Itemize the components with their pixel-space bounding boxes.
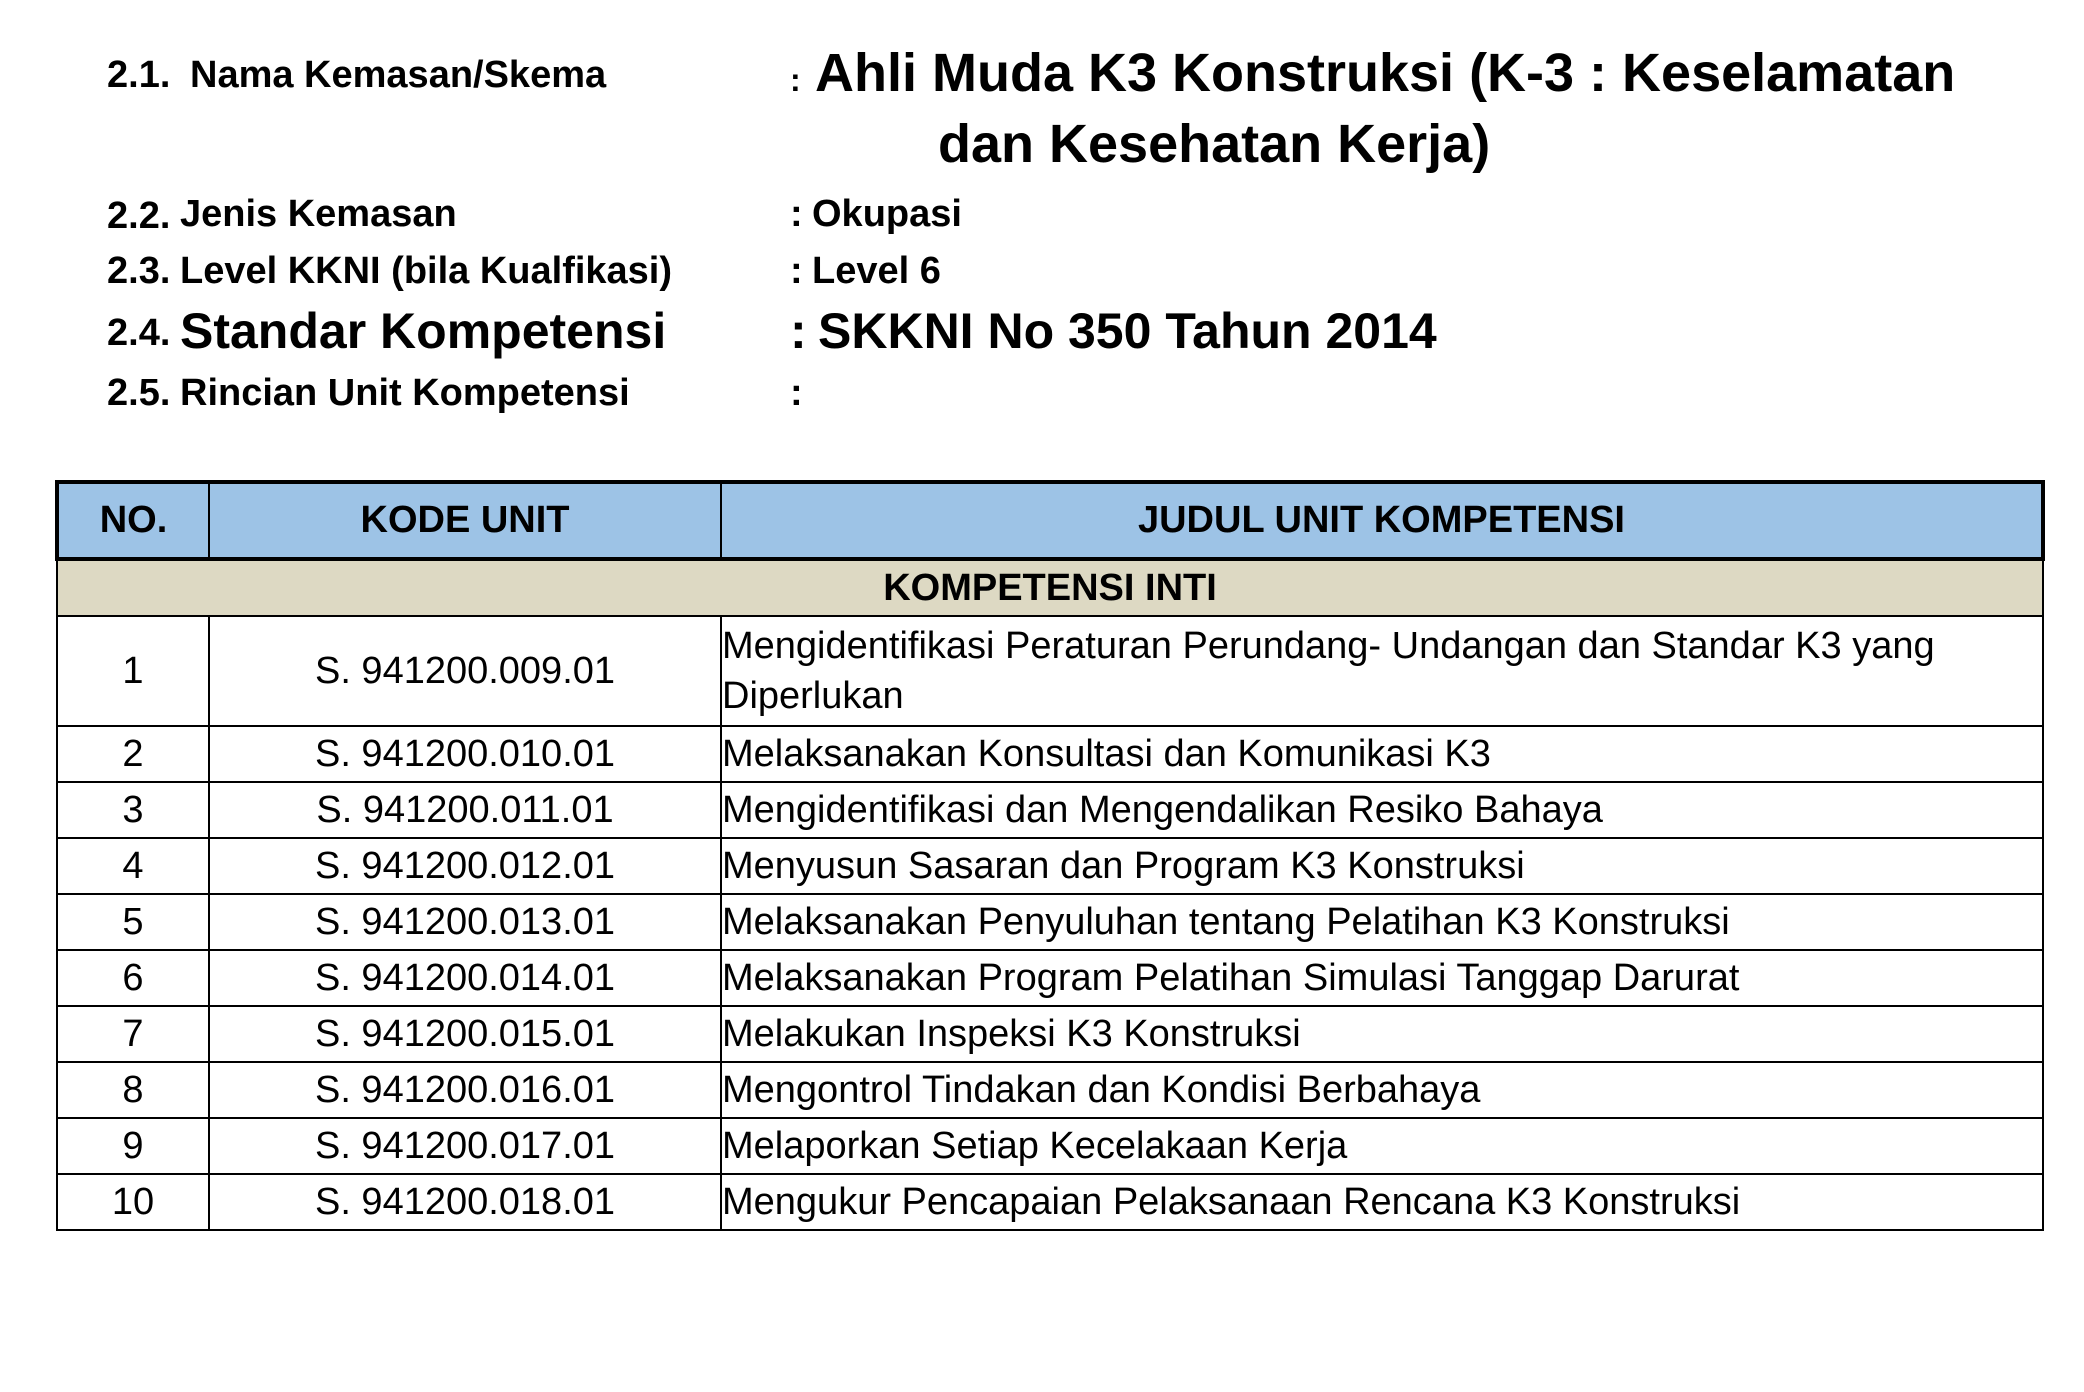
- info-label: Jenis Kemasan: [180, 193, 457, 235]
- info-colon: :: [790, 62, 801, 98]
- cell-code: S. 941200.015.01: [209, 1006, 721, 1062]
- cell-no: 10: [57, 1174, 209, 1230]
- cell-title: Melaksanakan Penyuluhan tentang Pelatihan K3 Konstruksi: [721, 894, 2043, 950]
- info-colon: :: [790, 303, 807, 359]
- info-colon: :: [790, 372, 803, 414]
- info-label: Level KKNI (bila Kualfikasi): [180, 250, 673, 292]
- section-label: KOMPETENSI INTI: [57, 559, 2043, 616]
- cell-code: S. 941200.017.01: [209, 1118, 721, 1174]
- info-number: 2.3.: [107, 250, 171, 292]
- cell-code: S. 941200.018.01: [209, 1174, 721, 1230]
- info-value: Ahli Muda K3 Konstruksi (K-3 : Keselamatan: [815, 43, 1956, 103]
- cell-no: 5: [57, 894, 209, 950]
- table-header-row: [57, 482, 2043, 559]
- cell-no: 2: [57, 726, 209, 782]
- cell-code: S. 941200.011.01: [209, 782, 721, 838]
- cell-no: 9: [57, 1118, 209, 1174]
- cell-no: 8: [57, 1062, 209, 1118]
- cell-title: Melaksanakan Program Pelatihan Simulasi Tanggap Darurat: [721, 950, 2043, 1006]
- info-value: Level 6: [812, 250, 941, 292]
- header-title: JUDUL UNIT KOMPETENSI: [721, 482, 2043, 559]
- info-label: Nama Kemasan/Skema: [190, 54, 607, 96]
- table-row: [57, 838, 2043, 894]
- info-label: Rincian Unit Kompetensi: [180, 372, 630, 414]
- unit-table: [55, 480, 2045, 1231]
- cell-title: Mengontrol Tindakan dan Kondisi Berbahaya: [721, 1062, 2043, 1118]
- info-value: SKKNI No 350 Tahun 2014: [818, 303, 1437, 359]
- cell-title: Melaporkan Setiap Kecelakaan Kerja: [721, 1118, 2043, 1174]
- cell-code: S. 941200.013.01: [209, 894, 721, 950]
- info-value: Okupasi: [812, 193, 962, 235]
- cell-title: Melakukan Inspeksi K3 Konstruksi: [721, 1006, 2043, 1062]
- table-row: [57, 1174, 2043, 1230]
- table-row: [57, 1118, 2043, 1174]
- cell-title: Menyusun Sasaran dan Program K3 Konstruksi: [721, 838, 2043, 894]
- cell-title: Mengukur Pencapaian Pelaksanaan Rencana K3 Konstruksi: [721, 1174, 2043, 1230]
- cell-code: S. 941200.010.01: [209, 726, 721, 782]
- cell-code: S. 941200.016.01: [209, 1062, 721, 1118]
- table-row: [57, 1006, 2043, 1062]
- cell-code: S. 941200.012.01: [209, 838, 721, 894]
- info-number: 2.2.: [107, 195, 171, 237]
- cell-no: 1: [57, 616, 209, 726]
- table-row: [57, 782, 2043, 838]
- header-code: KODE UNIT: [209, 482, 721, 559]
- header-no: NO.: [57, 482, 209, 559]
- table-row: [57, 1062, 2043, 1118]
- cell-code: S. 941200.014.01: [209, 950, 721, 1006]
- cell-no: 3: [57, 782, 209, 838]
- info-value-continued: dan Kesehatan Kerja): [938, 114, 1491, 174]
- info-number: 2.5.: [107, 372, 171, 414]
- section-row: [57, 559, 2043, 616]
- cell-no: 6: [57, 950, 209, 1006]
- info-colon: :: [790, 250, 803, 292]
- cell-title: Mengidentifikasi dan Mengendalikan Resiko Bahaya: [721, 782, 2043, 838]
- info-label: Standar Kompetensi: [180, 303, 667, 359]
- table-row: [57, 894, 2043, 950]
- info-number: 2.1.: [107, 54, 171, 96]
- info-number: 2.4.: [107, 312, 171, 354]
- table-row: [57, 616, 2043, 726]
- cell-title: Melaksanakan Konsultasi dan Komunikasi K3: [721, 726, 2043, 782]
- cell-code: S. 941200.009.01: [209, 616, 721, 726]
- table-row: [57, 726, 2043, 782]
- info-colon: :: [790, 193, 803, 235]
- cell-title: Mengidentifikasi Peraturan Perundang- Undangan dan Standar K3 yang Diperlukan: [721, 616, 2043, 726]
- cell-no: 4: [57, 838, 209, 894]
- cell-no: 7: [57, 1006, 209, 1062]
- table-row: [57, 950, 2043, 1006]
